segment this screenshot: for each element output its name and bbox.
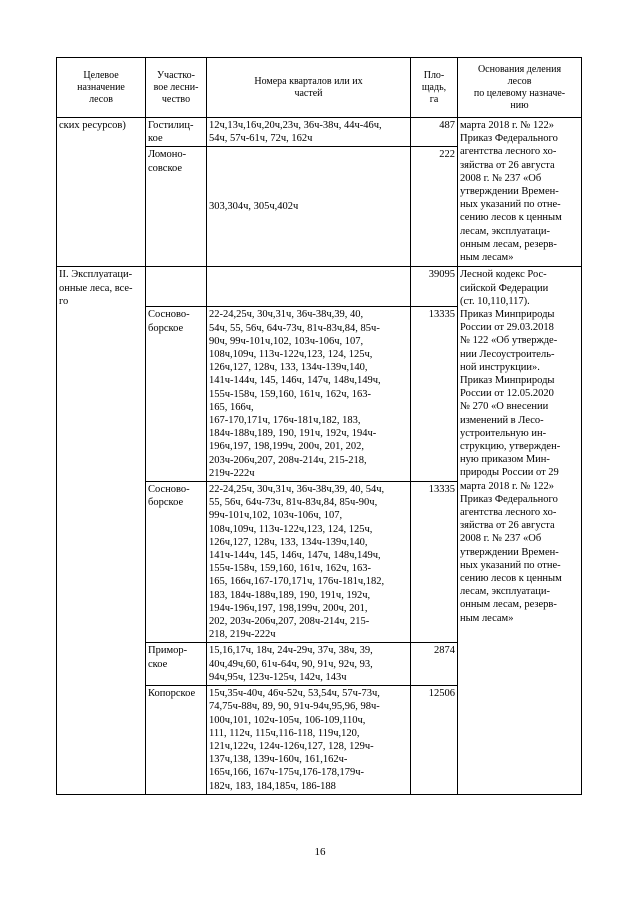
cell-quarters: 22-24,25ч, 30ч,31ч, 36ч-38ч,39, 40, 54ч, 55, 56ч, 64ч-73ч, 81ч-83ч,84, 85ч-90ч, 99ч-101ч,102, 103ч-106ч, 107, 108ч,109ч, 113ч-122ч,123, 124, 125ч, 126ч,127, 128ч, 133, 134ч-139ч,140, 141ч-144ч, 145, 146ч, 147ч, 148ч,149ч, 155ч-158ч, 159,160, 161ч, 162ч, 163- 165, 166ч,167-170,171ч, 176ч-181ч,182, 183, 184ч-188ч,189, 190, 191ч, 192ч, 194ч-196ч,197, 198,199ч, 200ч, 201, 202, 203ч-206ч,207, 208ч-214ч, 215- 218, 219ч-222ч <box>207 482 411 643</box>
table-row <box>57 118 582 147</box>
header-district: Участко- вое лесни- чество <box>146 58 207 118</box>
cell-area: 13335 <box>411 307 458 482</box>
header-area: Пло- щадь, га <box>411 58 458 118</box>
cell-area: 222 <box>411 147 458 267</box>
cell-district: Примор- ское <box>146 643 207 686</box>
cell-district: Копорское <box>146 686 207 795</box>
cell-purpose: II. Эксплуатаци- онные леса, все- го <box>57 267 146 794</box>
cell-purpose: ских ресурсов) <box>57 118 146 267</box>
page-number: 16 <box>314 846 326 858</box>
cell-area: 487 <box>411 118 458 147</box>
cell-quarters: 303,304ч, 305ч,402ч <box>207 147 411 267</box>
cell-quarters: 12ч,13ч,16ч,20ч,23ч, 36ч-38ч, 44ч-46ч, 54ч, 57ч-61ч, 72ч, 162ч <box>207 118 411 147</box>
table-row <box>57 267 582 307</box>
cell-quarters: 15ч,35ч-40ч, 46ч-52ч, 53,54ч, 57ч-73ч, 74,75ч-88ч, 89, 90, 91ч-94ч,95,96, 98ч- 100ч,101, 102ч-105ч, 106-109,110ч, 111, 112ч, 115ч,116-118, 119ч,120, 121ч,122ч, 124ч-126ч,127, 128, 129ч- 137ч,138, 139ч-160ч, 161,162ч- 165ч,166, 167ч-175ч,176-178,179ч- 182ч, 183, 184,185ч, 186-188 <box>207 686 411 795</box>
cell-district <box>146 267 207 307</box>
table-header-row <box>57 58 582 118</box>
cell-district: Гостилиц- кое <box>146 118 207 147</box>
cell-quarters: 15,16,17ч, 18ч, 24ч-29ч, 37ч, 38ч, 39, 40ч,49ч,60, 61ч-64ч, 90, 91ч, 92ч, 93, 94ч,95ч, 123ч-125ч, 142ч, 143ч <box>207 643 411 686</box>
cell-area: 2874 <box>411 643 458 686</box>
cell-basis: марта 2018 г. № 122» Приказ Федерального агентства лесного хо- зяйства от 26 августа 2008 г. № 237 «Об утверждении Времен- ных указаний по отне- сению лесов к ценным лесам, эксплуатаци- онным лесам, резерв- ным лесам» <box>458 118 582 267</box>
cell-district: Сосново- борское <box>146 307 207 482</box>
cell-area: 12506 <box>411 686 458 795</box>
cell-district: Ломоно- совское <box>146 147 207 267</box>
cell-basis: Лесной кодекс Рос- сийской Федерации (ст. 10,110,117). Приказ Минприроды России от 29.03.2018 № 122 «Об утвержде- нии Лесоустроитель- ной инструкции». Приказ Минприроды России от 12.05.2020 № 270 «О внесении изменений в Лесо- устроительную ин- струкцию, утвержден- ную приказом Мин- природы России от 29 марта 2018 г. № 122» Приказ Федерального агентства лесного хо- зяйства от 26 августа 2008 г. № 237 «Об утверждении Времен- ных указаний по отне- сению лесов к ценным лесам, эксплуатаци- онным лесам, резерв- ным лесам» <box>458 267 582 794</box>
cell-area: 13335 <box>411 482 458 643</box>
cell-district: Сосново- борское <box>146 482 207 643</box>
cell-quarters <box>207 267 411 307</box>
header-quarters: Номера кварталов или их частей <box>207 58 411 118</box>
forest-purpose-table <box>56 57 582 795</box>
cell-area: 39095 <box>411 267 458 307</box>
header-basis: Основания деления лесов по целевому назначе- нию <box>458 58 582 118</box>
header-purpose: Целевое назначение лесов <box>57 58 146 118</box>
cell-quarters: 22-24,25ч, 30ч,31ч, 36ч-38ч,39, 40, 54ч, 55, 56ч, 64ч-73ч, 81ч-83ч,84, 85ч- 90ч, 99ч-101ч,102, 103ч-106ч, 107, 108ч,109ч, 113ч-122ч,123, 124, 125ч, 126ч,127, 128ч, 133, 134ч-139ч,140, 141ч-144ч, 145, 146ч, 147ч, 148ч,149ч, 155ч-158ч, 159,160, 161ч, 162ч, 163- 165, 166ч, 167-170,171ч, 176ч-181ч,182, 183, 184ч-188ч,189, 190, 191ч, 192ч, 194ч- 196ч,197, 198,199ч, 200ч, 201, 202, 203ч-206ч,207, 208ч-214ч, 215-218, 219ч-222ч <box>207 307 411 482</box>
